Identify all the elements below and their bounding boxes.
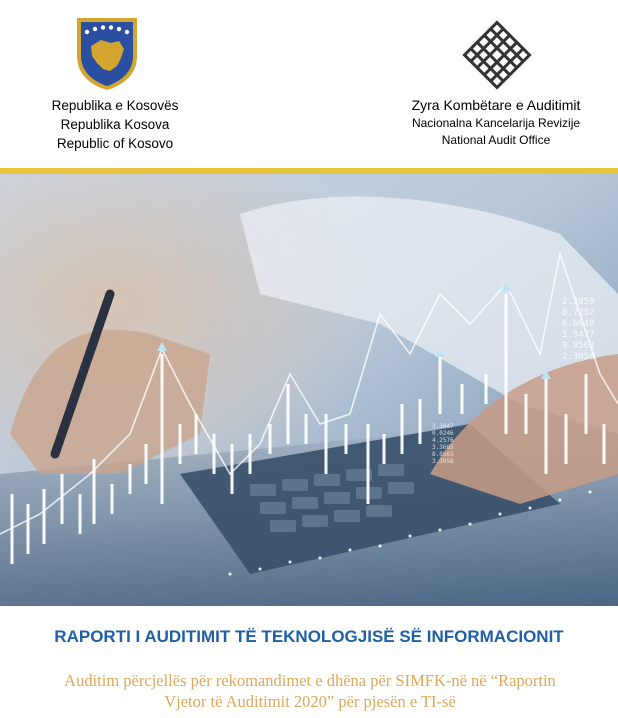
small-value: 3.3665 [432,444,454,451]
report-subtitle-line: Vjetor të Auditimit 2020” për pjesën e TI-së [164,692,456,711]
cover-image [0,174,618,606]
ticker-value: 6.6048 [562,319,595,329]
small-value: 3.3047 [432,423,454,430]
report-subtitle-line: Auditim përcjellës për rekomandimet e dhëna për SIMFK-në në “Raportin [64,671,556,690]
report-title: RAPORTI I AUDITIMIT TË TEKNOLOGJISË SË INFORMACIONIT [54,627,564,646]
kosovo-coat-of-arms-icon [73,16,141,92]
report-header [0,0,618,170]
ticker-values [562,297,595,362]
report-subtitle [14,670,606,712]
small-value: 8.0563 [432,451,454,458]
audit-office-name [396,96,596,149]
audit-office-lattice-icon [462,20,532,90]
audit-office-name-albanian: Zyra Kombëtare e Auditimit [411,97,581,113]
small-value: 4.2576 [432,437,454,444]
country-name-serbian: Republika Kosova [60,117,170,132]
country-name [20,96,210,153]
audit-office-name-english: National Audit Office [441,133,551,147]
country-name-english: Republic of Kosovo [56,136,174,151]
audit-office-name-serbian: Nacionalna Kancelarija Revizije [411,116,581,130]
ticker-value: 8.7257 [562,308,595,318]
small-value: 0.0246 [432,430,454,437]
cover-illustration [0,174,618,606]
country-name-albanian: Republika e Kosovës [51,98,179,113]
ticker-value: 1.9477 [562,330,595,340]
ticker-value: 9.8563 [562,341,595,351]
ticker-value: 2.3058 [562,352,595,362]
small-value: 3.3058 [432,458,454,465]
ticker-value: 2.3059 [562,297,595,307]
small-values [432,423,454,465]
